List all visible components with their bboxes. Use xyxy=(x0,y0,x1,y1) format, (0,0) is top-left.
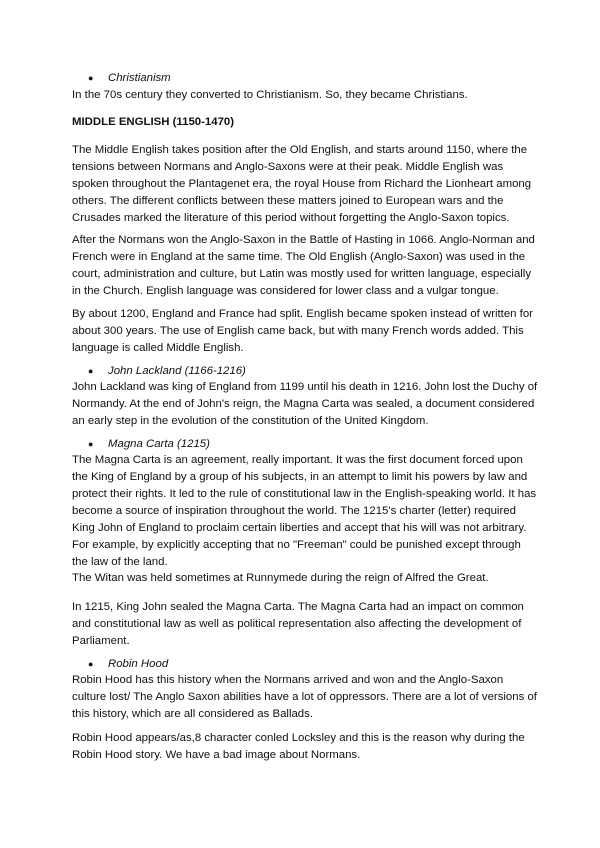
bullet-item: ● Magna Carta (1215) xyxy=(88,436,210,453)
bullet-icon: ● xyxy=(88,439,94,449)
section-heading: MIDDLE ENGLISH (1150-1470) xyxy=(72,116,235,128)
paragraph: The Witan was held sometimes at Runnymede during the reign of Alfred the Great. xyxy=(72,572,489,584)
paragraph: By about 1200, England and France had split. English became spoken instead of written for about 300 years. The use of English came back, but with many French words added. This language is called Middle English. xyxy=(72,308,533,354)
bullet-icon: ● xyxy=(88,73,94,83)
paragraph: The Magna Carta is an agreement, really important. It was the first document forced upon the King of England by a group of his subjects, in an attempt to limit his powers by law and protect their rights. It led to the rule of constitutional law in the English-speaking world. It has become a source of inspiration throughout the world. The 1215's charter (letter) required King John of England to proclaim certain liberties and accept that his will was not arbitrary. For example, by explicitly accepting that no "Freeman" could be punished except through the law of the land. xyxy=(72,454,537,568)
paragraph: John Lackland was king of England from 1199 until his death in 1216. John lost the Duchy of Normandy. At the end of John's reign, the Magna Carta was sealed, a document considered an early step in the evolution of the constitution of the United Kingdom. xyxy=(72,381,538,427)
paragraph: In 1215, King John sealed the Magna Carta. The Magna Carta had an impact on common and constitutional law as well as political representation also affecting the development of Parliament. xyxy=(72,601,524,647)
bullet-icon: ● xyxy=(88,366,94,376)
bullet-item: ● Robin Hood xyxy=(88,656,168,673)
paragraph: In the 70s century they converted to Christianism. So, they became Christians. xyxy=(72,89,468,101)
paragraph: Robin Hood appears/as,8 character conled Locksley and this is the reason why during the Robin Hood story. We have a bad image about Normans. xyxy=(72,732,525,761)
bullet-icon: ● xyxy=(88,659,94,669)
paragraph: The Middle English takes position after the Old English, and starts around 1150, where the tensions between Normans and Anglo-Saxons were at their peak. Middle English was spoken throughout the Plantagenet era, the royal House from Richard the Lionheart among others. The different conflicts between these matters joined to European wars and the Crusades marked the literature of this period without forgetting the Anglo-Saxon topics. xyxy=(72,144,532,224)
bullet-item: ● Christianism xyxy=(88,70,171,87)
paragraph: Robin Hood has this history when the Normans arrived and won and the Anglo-Saxon culture lost/ The Anglo Saxon abilities have a lot of oppressors. There are a lot of versions of this history, which are all considered as Ballads. xyxy=(72,674,537,720)
paragraph: After the Normans won the Anglo-Saxon in the Battle of Hasting in 1066. Anglo-Norman and French were in England at the same time. The Old English (Anglo-Saxon) was used in the court, administration and culture, but Latin was mostly used for written language, especially in the Church. English language was considered for lower class and a vulgar tongue. xyxy=(72,234,535,297)
bullet-item: ● John Lackland (1166-1216) xyxy=(88,363,246,380)
